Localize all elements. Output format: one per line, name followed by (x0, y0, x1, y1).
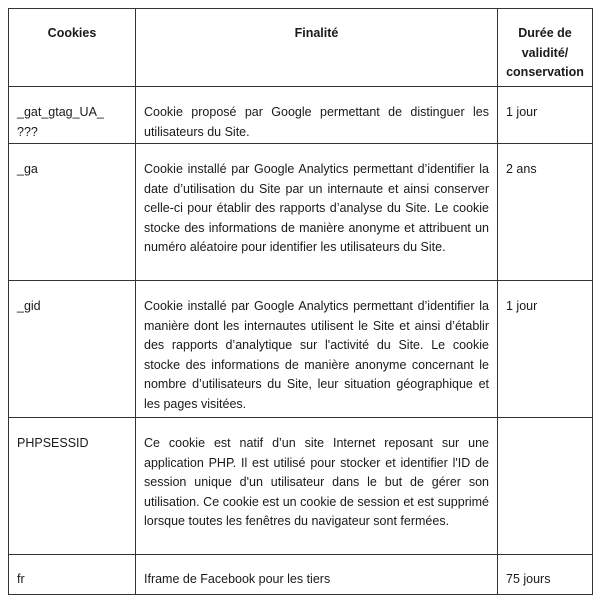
cookie-purpose: Cookie installé par Google Analytics permettant d’identifier la date d’utilisation du Site par un internaute et ainsi conserver celle-ci pour établir des rapports d’analyse du Site. Le cookie stocke des informations de manière anonyme et attribuent un numéro aléatoire pour identifier les utilisateurs du Site. (136, 144, 498, 281)
table-row (9, 281, 593, 418)
table-row (9, 555, 593, 595)
cookies-table (8, 8, 593, 595)
cookie-duration: 2 ans (498, 144, 593, 281)
cookie-name: _ga (9, 144, 136, 281)
table-row (9, 418, 593, 555)
cookie-duration: 75 jours (498, 555, 593, 595)
cookie-purpose: Cookie proposé par Google permettant de distinguer les utilisateurs du Site. (136, 87, 498, 144)
cookie-purpose: Iframe de Facebook pour les tiers (136, 555, 498, 595)
cookie-purpose: Cookie installé par Google Analytics permettant d’identifier la manière dont les internautes utilisent le Site et ainsi d’établir des rapports d’analytique sur l'activité du Site. Le cookie stocke des informations de manière anonyme concernant le nombre d’utilisateurs du Site, leur situation géographique et les pages visitées. (136, 281, 498, 418)
cookie-name: fr (9, 555, 136, 595)
cookie-duration: 1 jour (498, 281, 593, 418)
cookie-duration (498, 418, 593, 555)
cookie-purpose: Ce cookie est natif d’un site Internet reposant sur une application PHP. Il est utilisé pour stocker et identifier l'ID de session unique d'un utilisateur dans le but de gérer son utilisation. Ce cookie est un cookie de session et est supprimé lorsque toutes les fenêtres du navigateur sont fermées. (136, 418, 498, 555)
table-row (9, 87, 593, 144)
cookie-name: PHPSESSID (9, 418, 136, 555)
header-duration: Durée de validité/ conservation (498, 9, 593, 87)
cookie-name: _gat_gtag_UA_ ??? (9, 87, 136, 144)
cookie-duration: 1 jour (498, 87, 593, 144)
header-cookies: Cookies (9, 9, 136, 87)
cookie-name: _gid (9, 281, 136, 418)
table-header-row (9, 9, 593, 87)
header-purpose: Finalité (136, 9, 498, 87)
table-row (9, 144, 593, 281)
